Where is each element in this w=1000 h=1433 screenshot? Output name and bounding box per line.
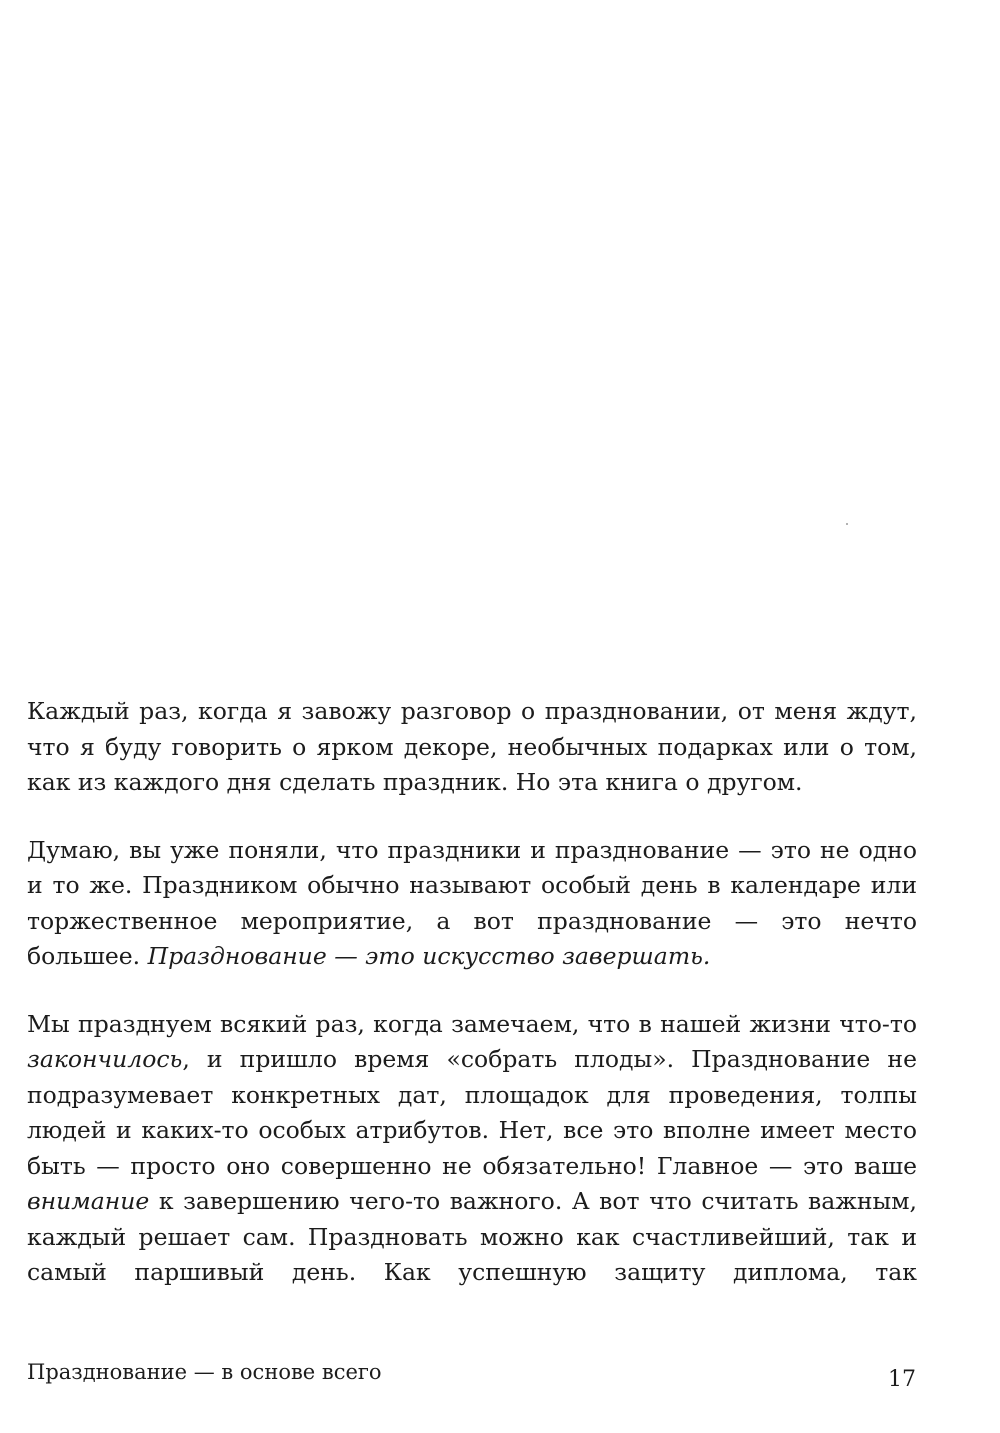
emphasis-run: внимание xyxy=(27,1187,150,1215)
text-run: , и пришло время «собрать плоды». Празднование не подразумевает конкретных дат, площадок для проведения, толпы людей и каких-то особых атрибутов. Нет, все это вполне имеет место быть — просто оно совершенно не обязательно! Главное — это ваше xyxy=(27,1045,917,1180)
print-speck xyxy=(846,523,848,525)
emphasis-run: Празднование — это искусство завершать. xyxy=(147,942,711,970)
running-title: Празднование — в основе всего xyxy=(27,1360,382,1384)
text-run: Мы празднуем всякий раз, когда замечаем, что в нашей жизни что-то xyxy=(27,1009,917,1038)
paragraph-2 xyxy=(27,833,917,975)
paragraph-1 xyxy=(27,694,917,801)
page-number: 17 xyxy=(888,1367,916,1392)
emphasis-run: закончилось xyxy=(27,1045,183,1073)
body-text xyxy=(27,694,917,1323)
text-run: Думаю, вы уже поняли, что праздники и празднование — это не одно и то же. Праздником обычно называют особый день в календаре или торжественное мероприятие, а вот празднование — это нечто большее. xyxy=(27,835,917,970)
paragraph-3 xyxy=(27,1007,917,1291)
text-run: к завершению чего-то важного. А вот что считать важным, каждый решает сам. Праздновать можно как счастливейший, так и самый паршивый день. Как успешную защиту диплома, так xyxy=(27,1187,917,1286)
text-run: Каждый раз, когда я завожу разговор о праздновании, от меня ждут, что я буду говорить о ярком декоре, необычных подарках или о том, как из каждого дня сделать праздник. Но эта книга о другом. xyxy=(27,697,917,796)
